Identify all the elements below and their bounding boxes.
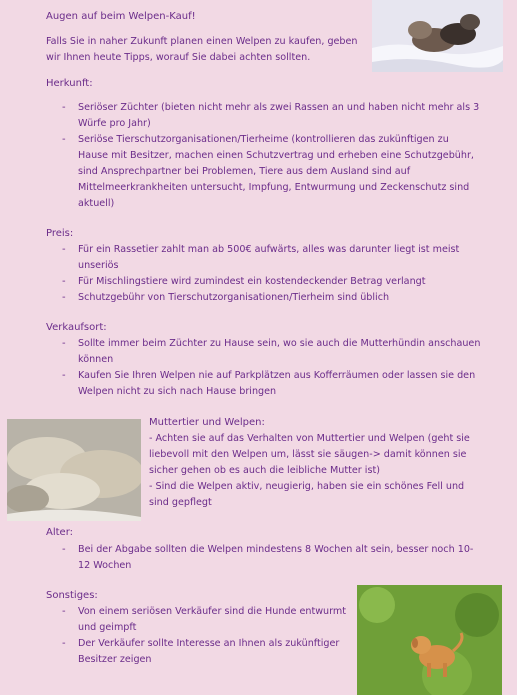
herkunft-item-1-line-2: Würfe pro Jahr) (78, 118, 151, 129)
muttertier-line-1: - Achten sie auf das Verhalten von Muttertier und Welpen (geht sie (149, 433, 470, 444)
sonstiges-item-2-line-1: Der Verkäufer sollte Interesse an Ihnen als zukünftiger (78, 638, 340, 649)
bullet-dash: - (62, 638, 66, 649)
herkunft-item-2-line-2: Hause mit Besitzer, machen einen Schutzvertrag und erheben eine Schutzgebühr, (78, 150, 474, 161)
intro-line-2: wir Ihnen heute Tipps, worauf Sie dabei achten sollten. (46, 52, 311, 63)
herkunft-item-2-line-4: Mittelmeerkrankheiten untersucht, Impfung, Entwurmung und Zeckenschutz sind (78, 182, 470, 193)
sonstiges-item-1-line-2: und geimpft (78, 622, 137, 633)
preis-item-1-line-2: unseriös (78, 260, 119, 271)
preis-heading: Preis: (46, 228, 74, 239)
intro-line-1: Falls Sie in naher Zukunft planen einen Welpen zu kaufen, geben (46, 36, 358, 47)
preis-item-2: Für Mischlingstiere wird zumindest ein kostendeckender Betrag verlangt (78, 276, 426, 287)
sonstiges-heading: Sonstiges: (46, 590, 98, 601)
muttertier-line-2: liebevoll mit den Welpen um, lässt sie säugen-> damit können sie (149, 449, 467, 460)
herkunft-item-1-line-1: Seriöser Züchter (bieten nicht mehr als zwei Rassen an und haben nicht mehr als 3 (78, 102, 480, 113)
herkunft-item-2-line-5: aktuell) (78, 198, 115, 209)
bullet-dash: - (62, 292, 66, 303)
alter-item-1-line-2: 12 Wochen (78, 560, 132, 571)
alter-heading: Alter: (46, 527, 73, 538)
sonstiges-item-1-line-1: Von einem seriösen Verkäufer sind die Hunde entwurmt (78, 606, 347, 617)
sonstiges-item-2-line-2: Besitzer zeigen (78, 654, 152, 665)
herkunft-item-2-line-3: sind Ansprechpartner bei Problemen, Tiere aus dem Ausland sind auf (78, 166, 411, 177)
muttertier-line-3: sicher gehen ob es auch die leibliche Mutter ist) (149, 465, 380, 476)
muttertier-line-5: sind gepflegt (149, 497, 212, 508)
bullet-dash: - (62, 134, 66, 145)
herkunft-heading: Herkunft: (46, 78, 93, 89)
bullet-dash: - (62, 244, 66, 255)
puppies-photo-top (372, 0, 503, 72)
verkaufsort-item-2-line-1: Kaufen Sie Ihren Welpen nie auf Parkplätzen aus Kofferräumen oder lassen sie den (78, 370, 476, 381)
sleeping-puppies-photo (7, 419, 141, 521)
verkaufsort-item-1-line-1: Sollte immer beim Züchter zu Hause sein, wo sie auch die Mutterhündin anschauen (78, 338, 481, 349)
bullet-dash: - (62, 606, 66, 617)
muttertier-heading: Muttertier und Welpen: (149, 417, 265, 428)
page-title: Augen auf beim Welpen-Kauf! (46, 11, 196, 22)
alter-item-1-line-1: Bei der Abgabe sollten die Welpen mindestens 8 Wochen alt sein, besser noch 10- (78, 544, 474, 555)
muttertier-line-4: - Sind die Welpen aktiv, neugierig, haben sie ein schönes Fell und (149, 481, 465, 492)
preis-item-1-line-1: Für ein Rassetier zahlt man ab 500€ aufwärts, alles was darunter liegt ist meist (78, 244, 460, 255)
verkaufsort-heading: Verkaufsort: (46, 322, 107, 333)
herkunft-item-2-line-1: Seriöse Tierschutzorganisationen/Tierheime (kontrollieren das zukünftigen zu (78, 134, 449, 145)
puppy-on-grass-photo (357, 585, 502, 695)
bullet-dash: - (62, 338, 66, 349)
verkaufsort-item-1-line-2: können (78, 354, 114, 365)
bullet-dash: - (62, 370, 66, 381)
bullet-dash: - (62, 276, 66, 287)
bullet-dash: - (62, 102, 66, 113)
verkaufsort-item-2-line-2: Welpen nicht zu sich nach Hause bringen (78, 386, 277, 397)
bullet-dash: - (62, 544, 66, 555)
preis-item-3: Schutzgebühr von Tierschutzorganisationen/Tierheim sind üblich (78, 292, 390, 303)
